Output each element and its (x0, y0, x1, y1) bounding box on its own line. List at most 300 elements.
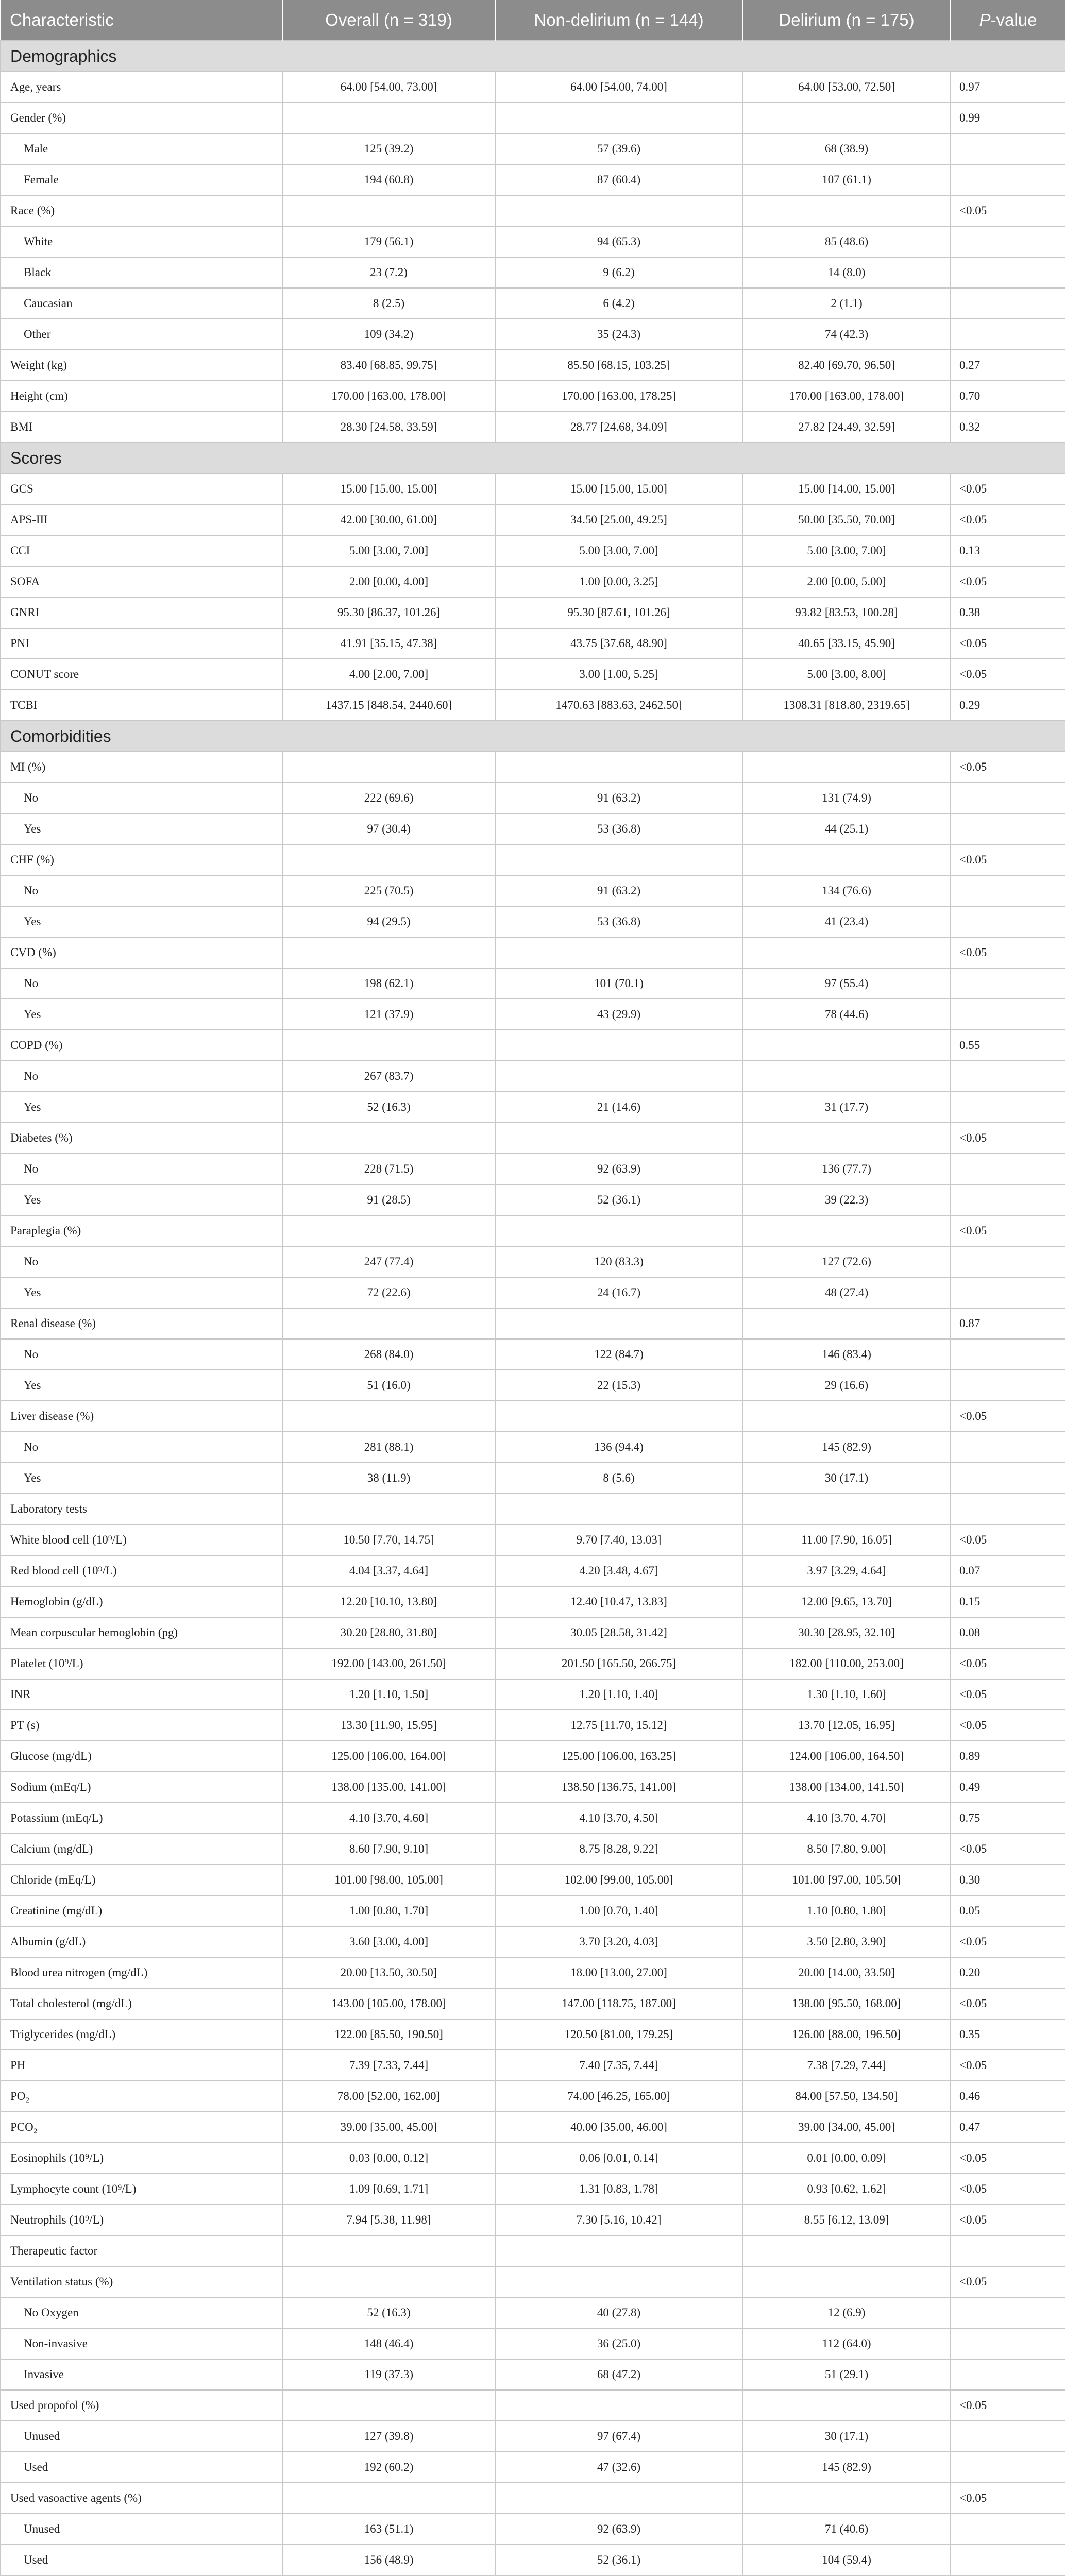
overall-value: 4.10 [3.70, 4.60] (282, 1803, 495, 1834)
delirium-value (742, 2266, 951, 2297)
row-label: GNRI (1, 597, 282, 628)
p-value: <0.05 (951, 628, 1065, 659)
overall-value (282, 1123, 495, 1154)
row-label: BMI (1, 412, 282, 443)
delirium-value: 78 (44.6) (742, 999, 951, 1030)
delirium-value: 11.00 [7.90, 16.05] (742, 1524, 951, 1555)
delirium-value: 5.00 [3.00, 8.00] (742, 659, 951, 690)
table-row (1, 2483, 1065, 2514)
p-value: <0.05 (951, 752, 1065, 783)
table-row (1, 1463, 1065, 1494)
table-row (1, 2050, 1065, 2081)
delirium-value: 44 (25.1) (742, 814, 951, 844)
row-label: Female (1, 164, 282, 195)
delirium-value: 127 (72.6) (742, 1246, 951, 1277)
table-row (1, 2452, 1065, 2483)
overall-value (282, 844, 495, 875)
delirium-value: 104 (59.4) (742, 2545, 951, 2575)
delirium-value: 29 (16.6) (742, 1370, 951, 1401)
delirium-value (742, 195, 951, 226)
table-row (1, 690, 1065, 721)
table-row (1, 2297, 1065, 2328)
table-row (1, 2143, 1065, 2174)
overall-value: 222 (69.6) (282, 783, 495, 814)
p-value: <0.05 (951, 2174, 1065, 2205)
row-label: Yes (1, 1277, 282, 1308)
row-label: No (1, 968, 282, 999)
nondelirium-value (495, 103, 742, 133)
nondelirium-value: 1470.63 [883.63, 2462.50] (495, 690, 742, 721)
nondelirium-value (495, 1494, 742, 1524)
delirium-value: 124.00 [106.00, 164.50] (742, 1741, 951, 1772)
delirium-value (742, 1308, 951, 1339)
delirium-value: 30 (17.1) (742, 2421, 951, 2452)
p-value (951, 1246, 1065, 1277)
overall-value: 64.00 [54.00, 73.00] (282, 72, 495, 103)
overall-value: 52 (16.3) (282, 2297, 495, 2328)
p-value: <0.05 (951, 1710, 1065, 1741)
delirium-value (742, 1494, 951, 1524)
nondelirium-value: 53 (36.8) (495, 906, 742, 937)
nondelirium-value: 9 (6.2) (495, 257, 742, 288)
nondelirium-value: 64.00 [54.00, 74.00] (495, 72, 742, 103)
row-label: Platelet (10⁹/L) (1, 1648, 282, 1679)
table-row (1, 2266, 1065, 2297)
nondelirium-value: 12.40 [10.47, 13.83] (495, 1586, 742, 1617)
p-value: 0.27 (951, 350, 1065, 381)
delirium-value: 134 (76.6) (742, 875, 951, 906)
nondelirium-value: 22 (15.3) (495, 1370, 742, 1401)
p-value: 0.13 (951, 535, 1065, 566)
nondelirium-value: 1.00 [0.00, 3.25] (495, 566, 742, 597)
nondelirium-value (495, 2390, 742, 2421)
nondelirium-value: 120.50 [81.00, 179.25] (495, 2019, 742, 2050)
row-label: Eosinophils (10⁹/L) (1, 2143, 282, 2174)
table-row (1, 1494, 1065, 1524)
overall-value: 125 (39.2) (282, 133, 495, 164)
p-value: 0.49 (951, 1772, 1065, 1803)
nondelirium-value: 3.00 [1.00, 5.25] (495, 659, 742, 690)
overall-value: 192.00 [143.00, 261.50] (282, 1648, 495, 1679)
nondelirium-value: 92 (63.9) (495, 1154, 742, 1184)
overall-value: 194 (60.8) (282, 164, 495, 195)
p-value: <0.05 (951, 1401, 1065, 1432)
overall-value (282, 752, 495, 783)
p-value (951, 2328, 1065, 2359)
nondelirium-value: 40.00 [35.00, 46.00] (495, 2112, 742, 2143)
row-label: Neutrophils (10⁹/L) (1, 2205, 282, 2235)
overall-value: 122.00 [85.50, 190.50] (282, 2019, 495, 2050)
p-value: <0.05 (951, 504, 1065, 535)
overall-value: 179 (56.1) (282, 226, 495, 257)
table-row (1, 814, 1065, 844)
nondelirium-value: 125.00 [106.00, 163.25] (495, 1741, 742, 1772)
row-label: No (1, 1061, 282, 1092)
table-row (1, 1679, 1065, 1710)
row-label: Sodium (mEq/L) (1, 1772, 282, 1803)
row-label: INR (1, 1679, 282, 1710)
p-value: <0.05 (951, 1123, 1065, 1154)
table-row (1, 2328, 1065, 2359)
p-value: 0.87 (951, 1308, 1065, 1339)
nondelirium-value: 94 (65.3) (495, 226, 742, 257)
nondelirium-value: 0.06 [0.01, 0.14] (495, 2143, 742, 2174)
delirium-value: 30.30 [28.95, 32.10] (742, 1617, 951, 1648)
nondelirium-value: 136 (94.4) (495, 1432, 742, 1463)
row-label: Height (cm) (1, 381, 282, 412)
header-p-letter: P (979, 10, 991, 29)
nondelirium-value: 91 (63.2) (495, 783, 742, 814)
p-value: <0.05 (951, 1679, 1065, 1710)
delirium-value: 4.10 [3.70, 4.70] (742, 1803, 951, 1834)
nondelirium-value: 120 (83.3) (495, 1246, 742, 1277)
row-label: Other (1, 319, 282, 350)
delirium-value: 93.82 [83.53, 100.28] (742, 597, 951, 628)
overall-value: 30.20 [28.80, 31.80] (282, 1617, 495, 1648)
overall-value: 198 (62.1) (282, 968, 495, 999)
table-row (1, 1555, 1065, 1586)
p-value: 0.05 (951, 1895, 1065, 1926)
table-row (1, 2019, 1065, 2050)
p-value: <0.05 (951, 1215, 1065, 1246)
table-row (1, 103, 1065, 133)
table-row (1, 1308, 1065, 1339)
table-row (1, 1370, 1065, 1401)
table-row (1, 1957, 1065, 1988)
table-row (1, 968, 1065, 999)
nondelirium-value: 34.50 [25.00, 49.25] (495, 504, 742, 535)
row-label: Diabetes (%) (1, 1123, 282, 1154)
row-label: Red blood cell (10⁹/L) (1, 1555, 282, 1586)
p-value: <0.05 (951, 2143, 1065, 2174)
row-label: Yes (1, 1370, 282, 1401)
overall-value: 281 (88.1) (282, 1432, 495, 1463)
delirium-value: 31 (17.7) (742, 1092, 951, 1123)
row-label: Unused (1, 2421, 282, 2452)
overall-value: 15.00 [15.00, 15.00] (282, 473, 495, 504)
overall-value: 3.60 [3.00, 4.00] (282, 1926, 495, 1957)
table-row (1, 1215, 1065, 1246)
overall-value: 143.00 [105.00, 178.00] (282, 1988, 495, 2019)
nondelirium-value: 21 (14.6) (495, 1092, 742, 1123)
table-row (1, 164, 1065, 195)
row-label: Potassium (mEq/L) (1, 1803, 282, 1834)
delirium-value: 5.00 [3.00, 7.00] (742, 535, 951, 566)
table-row (1, 2545, 1065, 2575)
p-value (951, 2235, 1065, 2266)
row-label: No (1, 1339, 282, 1370)
nondelirium-value (495, 2266, 742, 2297)
table-row (1, 72, 1065, 103)
table-row (1, 906, 1065, 937)
row-label: Age, years (1, 72, 282, 103)
delirium-value: 39 (22.3) (742, 1184, 951, 1215)
row-label: Hemoglobin (g/dL) (1, 1586, 282, 1617)
overall-value: 7.94 [5.38, 11.98] (282, 2205, 495, 2235)
p-value (951, 999, 1065, 1030)
table-row (1, 381, 1065, 412)
table-row (1, 2081, 1065, 2112)
row-label: Black (1, 257, 282, 288)
overall-value: 138.00 [135.00, 141.00] (282, 1772, 495, 1803)
nondelirium-value: 95.30 [87.61, 101.26] (495, 597, 742, 628)
row-label: Yes (1, 1092, 282, 1123)
overall-value: 170.00 [163.00, 178.00] (282, 381, 495, 412)
overall-value: 10.50 [7.70, 14.75] (282, 1524, 495, 1555)
row-label: CHF (%) (1, 844, 282, 875)
row-label: TCBI (1, 690, 282, 721)
overall-value: 7.39 [7.33, 7.44] (282, 2050, 495, 2081)
delirium-value: 64.00 [53.00, 72.50] (742, 72, 951, 103)
row-label: White (1, 226, 282, 257)
section-header-row (1, 721, 1065, 752)
nondelirium-value (495, 1061, 742, 1092)
row-label: Liver disease (%) (1, 1401, 282, 1432)
table-row (1, 844, 1065, 875)
overall-value: 247 (77.4) (282, 1246, 495, 1277)
p-value: 0.55 (951, 1030, 1065, 1061)
table-row (1, 1339, 1065, 1370)
delirium-value: 2 (1.1) (742, 288, 951, 319)
table-row (1, 937, 1065, 968)
delirium-value (742, 1215, 951, 1246)
delirium-value: 48 (27.4) (742, 1277, 951, 1308)
table-row (1, 1926, 1065, 1957)
section-label: Demographics (1, 41, 1065, 72)
p-value: <0.05 (951, 566, 1065, 597)
p-value: <0.05 (951, 1834, 1065, 1865)
p-value: <0.05 (951, 2205, 1065, 2235)
row-label: PCO₂ (1, 2112, 282, 2143)
p-value: <0.05 (951, 937, 1065, 968)
overall-value: 83.40 [68.85, 99.75] (282, 350, 495, 381)
nondelirium-value (495, 1215, 742, 1246)
p-value (951, 783, 1065, 814)
overall-value: 13.30 [11.90, 15.95] (282, 1710, 495, 1741)
p-value (951, 2359, 1065, 2390)
table-row (1, 1710, 1065, 1741)
p-value: <0.05 (951, 2266, 1065, 2297)
table-row (1, 1092, 1065, 1123)
row-label: Yes (1, 999, 282, 1030)
table-row (1, 1184, 1065, 1215)
nondelirium-value (495, 1401, 742, 1432)
nondelirium-value: 40 (27.8) (495, 2297, 742, 2328)
overall-value (282, 1308, 495, 1339)
delirium-value: 40.65 [33.15, 45.90] (742, 628, 951, 659)
delirium-value: 51 (29.1) (742, 2359, 951, 2390)
overall-value: 0.03 [0.00, 0.12] (282, 2143, 495, 2174)
overall-value: 225 (70.5) (282, 875, 495, 906)
overall-value: 39.00 [35.00, 45.00] (282, 2112, 495, 2143)
section-label: Scores (1, 443, 1065, 473)
overall-value: 12.20 [10.10, 13.80] (282, 1586, 495, 1617)
delirium-value: 0.93 [0.62, 1.62] (742, 2174, 951, 2205)
table-row (1, 473, 1065, 504)
delirium-value: 0.01 [0.00, 0.09] (742, 2143, 951, 2174)
overall-value: 268 (84.0) (282, 1339, 495, 1370)
p-value: <0.05 (951, 1524, 1065, 1555)
delirium-value: 3.97 [3.29, 4.64] (742, 1555, 951, 1586)
row-label: No (1, 875, 282, 906)
nondelirium-value: 138.50 [136.75, 141.00] (495, 1772, 742, 1803)
delirium-value: 1.30 [1.10, 1.60] (742, 1679, 951, 1710)
p-value: 0.47 (951, 2112, 1065, 2143)
delirium-value: 41 (23.4) (742, 906, 951, 937)
table-row (1, 2112, 1065, 2143)
nondelirium-value: 36 (25.0) (495, 2328, 742, 2359)
table-row (1, 535, 1065, 566)
delirium-value: 12.00 [9.65, 13.70] (742, 1586, 951, 1617)
delirium-value (742, 752, 951, 783)
delirium-value: 97 (55.4) (742, 968, 951, 999)
delirium-value: 82.40 [69.70, 96.50] (742, 350, 951, 381)
p-value: 0.38 (951, 597, 1065, 628)
table-row (1, 1432, 1065, 1463)
nondelirium-value (495, 844, 742, 875)
delirium-value: 136 (77.7) (742, 1154, 951, 1184)
p-value (951, 814, 1065, 844)
nondelirium-value: 1.00 [0.70, 1.40] (495, 1895, 742, 1926)
nondelirium-value: 8 (5.6) (495, 1463, 742, 1494)
p-value: 0.30 (951, 1865, 1065, 1895)
overall-value: 8 (2.5) (282, 288, 495, 319)
delirium-value: 3.50 [2.80, 3.90] (742, 1926, 951, 1957)
p-value (951, 906, 1065, 937)
delirium-value (742, 844, 951, 875)
overall-value: 91 (28.5) (282, 1184, 495, 1215)
delirium-value (742, 1061, 951, 1092)
nondelirium-value (495, 2235, 742, 2266)
overall-value (282, 195, 495, 226)
overall-value: 72 (22.6) (282, 1277, 495, 1308)
delirium-value: 1308.31 [818.80, 2319.65] (742, 690, 951, 721)
delirium-value (742, 2483, 951, 2514)
overall-value: 148 (46.4) (282, 2328, 495, 2359)
overall-value: 267 (83.7) (282, 1061, 495, 1092)
overall-value: 228 (71.5) (282, 1154, 495, 1184)
row-label: Creatinine (mg/dL) (1, 1895, 282, 1926)
header-p-rest: -value (990, 10, 1037, 29)
p-value: 0.15 (951, 1586, 1065, 1617)
row-label: CVD (%) (1, 937, 282, 968)
nondelirium-value: 6 (4.2) (495, 288, 742, 319)
nondelirium-value: 15.00 [15.00, 15.00] (495, 473, 742, 504)
table-row (1, 1988, 1065, 2019)
table-body (1, 41, 1065, 2576)
delirium-value: 15.00 [14.00, 15.00] (742, 473, 951, 504)
p-value (951, 1463, 1065, 1494)
table-row (1, 1834, 1065, 1865)
row-label: Male (1, 133, 282, 164)
table-row (1, 1617, 1065, 1648)
table-row (1, 1741, 1065, 1772)
overall-value (282, 1494, 495, 1524)
row-label: Used (1, 2545, 282, 2575)
table-row (1, 1648, 1065, 1679)
overall-value (282, 1030, 495, 1061)
overall-value: 192 (60.2) (282, 2452, 495, 2483)
table-row (1, 350, 1065, 381)
nondelirium-value: 3.70 [3.20, 4.03] (495, 1926, 742, 1957)
row-label: Total cholesterol (mg/dL) (1, 1988, 282, 2019)
nondelirium-value: 8.75 [8.28, 9.22] (495, 1834, 742, 1865)
overall-value: 97 (30.4) (282, 814, 495, 844)
nondelirium-value: 74.00 [46.25, 165.00] (495, 2081, 742, 2112)
nondelirium-value: 1.31 [0.83, 1.78] (495, 2174, 742, 2205)
delirium-value (742, 103, 951, 133)
overall-value (282, 2483, 495, 2514)
delirium-value: 20.00 [14.00, 33.50] (742, 1957, 951, 1988)
table-row (1, 875, 1065, 906)
nondelirium-value: 12.75 [11.70, 15.12] (495, 1710, 742, 1741)
table-row (1, 257, 1065, 288)
p-value: 0.07 (951, 1555, 1065, 1586)
p-value (951, 1154, 1065, 1184)
row-label: MI (%) (1, 752, 282, 783)
p-value (951, 2545, 1065, 2575)
delirium-value: 1.10 [0.80, 1.80] (742, 1895, 951, 1926)
row-label: Race (%) (1, 195, 282, 226)
overall-value: 127 (39.8) (282, 2421, 495, 2452)
nondelirium-value (495, 1123, 742, 1154)
nondelirium-value (495, 752, 742, 783)
row-label: No (1, 1246, 282, 1277)
header-characteristic: Characteristic (1, 0, 282, 41)
delirium-value: 126.00 [88.00, 196.50] (742, 2019, 951, 2050)
p-value: 0.70 (951, 381, 1065, 412)
delirium-value: 8.50 [7.80, 9.00] (742, 1834, 951, 1865)
delirium-value: 112 (64.0) (742, 2328, 951, 2359)
nondelirium-value: 68 (47.2) (495, 2359, 742, 2390)
table-row (1, 2421, 1065, 2452)
nondelirium-value: 47 (32.6) (495, 2452, 742, 2483)
p-value: 0.20 (951, 1957, 1065, 1988)
table-row (1, 1061, 1065, 1092)
delirium-value (742, 937, 951, 968)
table-row (1, 566, 1065, 597)
p-value: <0.05 (951, 2483, 1065, 2514)
table-row (1, 195, 1065, 226)
p-value: 0.46 (951, 2081, 1065, 2112)
nondelirium-value (495, 2483, 742, 2514)
nondelirium-value: 4.20 [3.48, 4.67] (495, 1555, 742, 1586)
row-label: GCS (1, 473, 282, 504)
delirium-value (742, 2235, 951, 2266)
row-label: CONUT score (1, 659, 282, 690)
overall-value (282, 1215, 495, 1246)
table-row (1, 1154, 1065, 1184)
delirium-value: 138.00 [95.50, 168.00] (742, 1988, 951, 2019)
delirium-value: 12 (6.9) (742, 2297, 951, 2328)
overall-value: 8.60 [7.90, 9.10] (282, 1834, 495, 1865)
overall-value (282, 1401, 495, 1432)
row-label: Triglycerides (mg/dL) (1, 2019, 282, 2050)
header-delirium: Delirium (n = 175) (742, 0, 951, 41)
nondelirium-value: 1.20 [1.10, 1.40] (495, 1679, 742, 1710)
section-label: Comorbidities (1, 721, 1065, 752)
row-label: Yes (1, 906, 282, 937)
overall-value: 28.30 [24.58, 33.59] (282, 412, 495, 443)
p-value (951, 1184, 1065, 1215)
row-label: Yes (1, 1463, 282, 1494)
table-row (1, 288, 1065, 319)
table-row (1, 597, 1065, 628)
delirium-value: 27.82 [24.49, 32.59] (742, 412, 951, 443)
table-row (1, 2514, 1065, 2545)
row-label: PNI (1, 628, 282, 659)
overall-value: 78.00 [52.00, 162.00] (282, 2081, 495, 2112)
